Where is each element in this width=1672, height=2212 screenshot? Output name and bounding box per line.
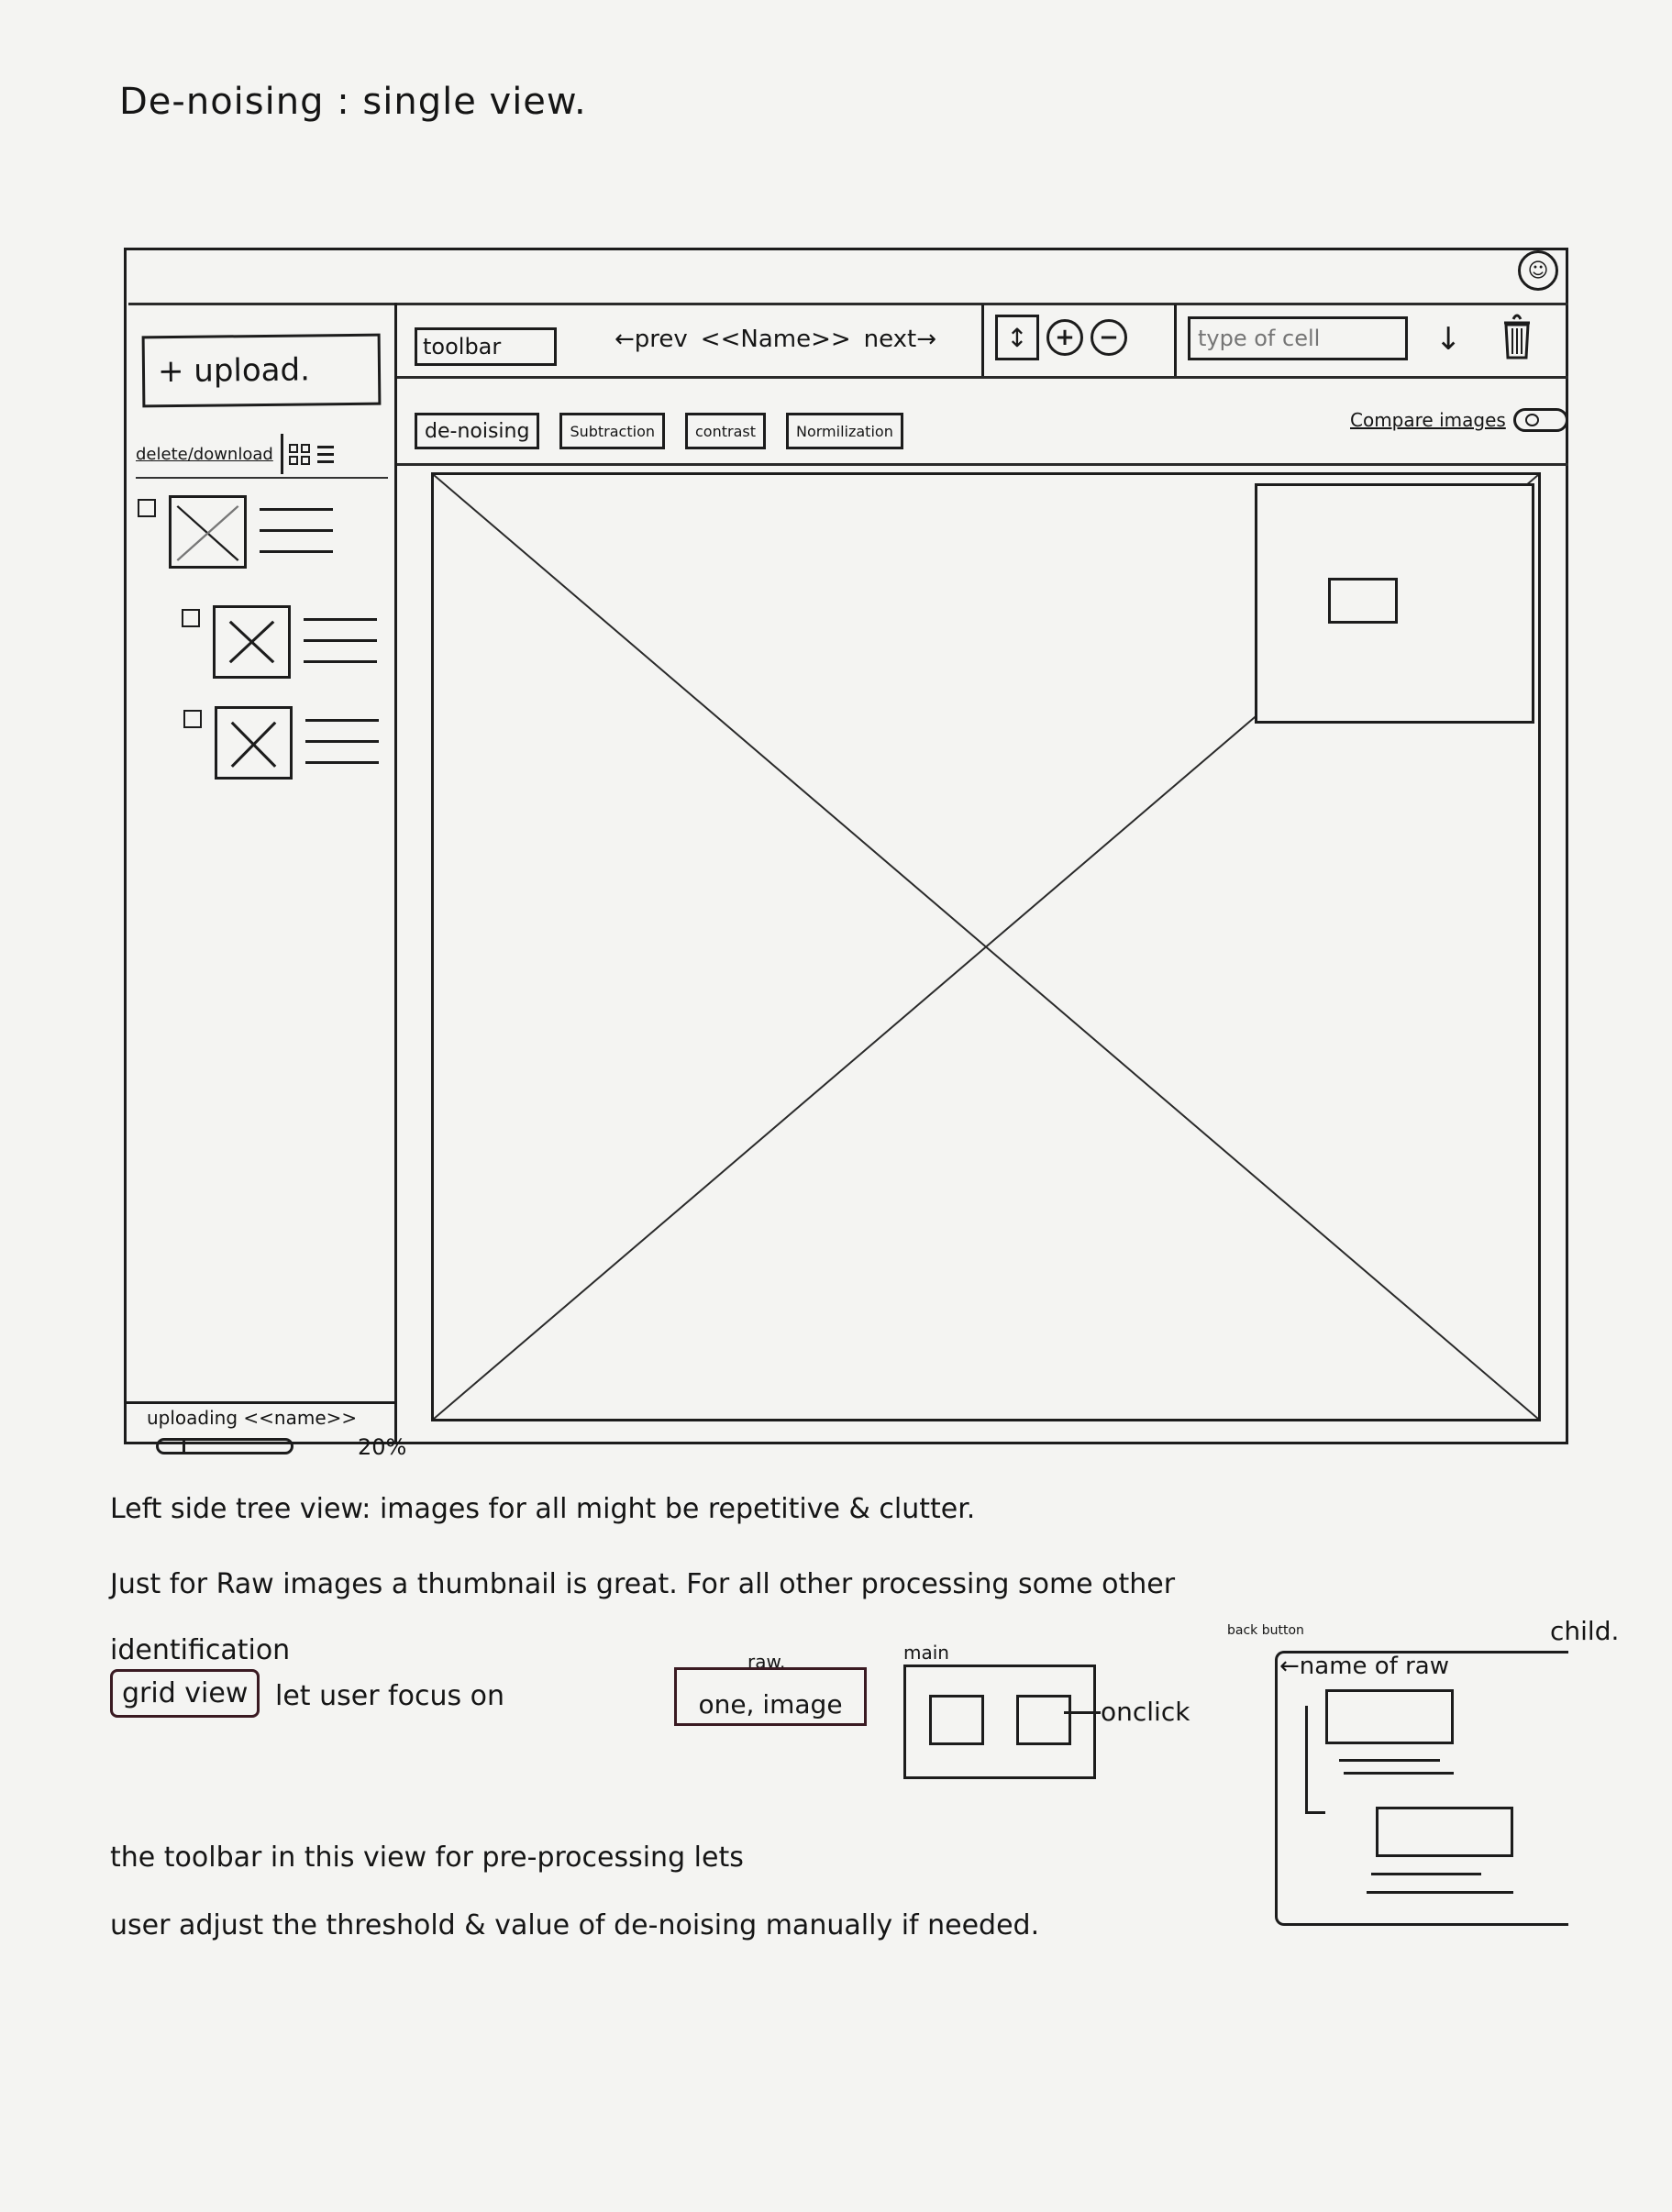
tab-subtraction[interactable]: Subtraction [559, 413, 665, 449]
upload-progress-bar [156, 1438, 293, 1454]
minimap-viewport[interactable] [1328, 578, 1398, 624]
raw-label: raw. [747, 1651, 786, 1673]
tree-item[interactable] [138, 495, 333, 569]
item-meta-lines [304, 605, 377, 663]
tabs-divider-line [397, 463, 1568, 466]
processing-tabs [415, 413, 903, 449]
trash-icon[interactable] [1500, 310, 1534, 360]
next-button[interactable]: next→ [863, 326, 937, 353]
child-meta-line [1371, 1873, 1481, 1875]
child-meta-line [1339, 1759, 1440, 1762]
page-title: De-noising : single view. [119, 81, 587, 123]
back-button-label: back button [1227, 1623, 1304, 1638]
grid-cell [929, 1695, 984, 1745]
item-meta-lines [305, 706, 379, 764]
image-thumbnail[interactable] [215, 706, 293, 780]
main-grid-label: main [903, 1642, 949, 1664]
toolbar-divider [1174, 304, 1177, 376]
image-navigation [615, 326, 936, 353]
note-focus: let user focus on [275, 1680, 505, 1712]
note-tree-view: Left side tree view: images for all might be repetitive & clutter. [110, 1493, 976, 1525]
note-identification: identification [110, 1634, 291, 1666]
upload-button[interactable]: + upload. [142, 334, 382, 408]
view-toggle [281, 434, 334, 474]
toolbar-button[interactable]: toolbar [415, 327, 557, 366]
child-image-box [1325, 1689, 1454, 1744]
grid-cell [1016, 1695, 1071, 1745]
note-toolbar: the toolbar in this view for pre-processing lets [110, 1841, 744, 1874]
compare-images-control [1350, 408, 1568, 432]
child-meta-line [1367, 1891, 1513, 1894]
item-meta-lines [260, 495, 333, 553]
tab-de-noising[interactable]: de-noising [415, 413, 539, 449]
cell-type-input[interactable] [1188, 316, 1408, 360]
child-label: child. [1550, 1616, 1620, 1646]
tab-contrast[interactable]: contrast [685, 413, 766, 449]
header-divider [128, 303, 1568, 305]
zoom-in-button[interactable]: + [1046, 319, 1083, 356]
fit-to-screen-icon[interactable]: ↕ [995, 315, 1039, 360]
child-meta-line [1344, 1772, 1454, 1775]
toolbar-divider-line [397, 376, 1568, 379]
grid-view-icon[interactable] [289, 444, 310, 465]
child-view-title: ←name of raw [1279, 1653, 1449, 1680]
user-avatar-icon[interactable]: ☺ [1518, 250, 1558, 291]
note-threshold: user adjust the threshold & value of de-noising manually if needed. [110, 1909, 1040, 1941]
image-thumbnail[interactable] [213, 605, 291, 679]
image-name: <<Name>> [700, 326, 851, 353]
onclick-label: onclick [1101, 1697, 1190, 1727]
child-image-box [1376, 1807, 1513, 1857]
tab-normalization[interactable]: Normilization [786, 413, 903, 449]
toolbar-divider [981, 304, 984, 376]
item-checkbox[interactable] [183, 710, 202, 728]
item-checkbox[interactable] [138, 499, 156, 517]
upload-status-label: uploading <<name>> [147, 1407, 358, 1429]
item-checkbox[interactable] [182, 609, 200, 627]
main-grid-sketch [903, 1665, 1096, 1779]
prev-button[interactable]: ←prev [615, 326, 688, 353]
tree-item[interactable] [182, 605, 377, 679]
compare-images-label: Compare images [1350, 409, 1506, 431]
arrow-icon [1064, 1711, 1101, 1714]
note-thumbnails: Just for Raw images a thumbnail is great. For all other processing some other [110, 1568, 1176, 1600]
tree-connector [1305, 1706, 1325, 1814]
grid-view-chip: grid view [110, 1669, 260, 1718]
zoom-out-button[interactable]: − [1091, 319, 1127, 356]
delete-download-link[interactable]: delete/download [136, 444, 273, 464]
sidebar-divider [394, 303, 397, 1444]
sidebar-actions [136, 431, 388, 479]
download-icon[interactable]: ↓ [1435, 321, 1462, 358]
upload-status-divider [127, 1401, 394, 1404]
list-view-icon[interactable] [317, 446, 334, 463]
upload-progress-percent: 20% [358, 1434, 407, 1460]
tree-item[interactable] [183, 706, 379, 780]
compare-images-toggle[interactable] [1513, 408, 1568, 432]
raw-image-box: one, image [674, 1667, 867, 1726]
zoom-controls [995, 315, 1127, 360]
image-thumbnail[interactable] [169, 495, 247, 569]
